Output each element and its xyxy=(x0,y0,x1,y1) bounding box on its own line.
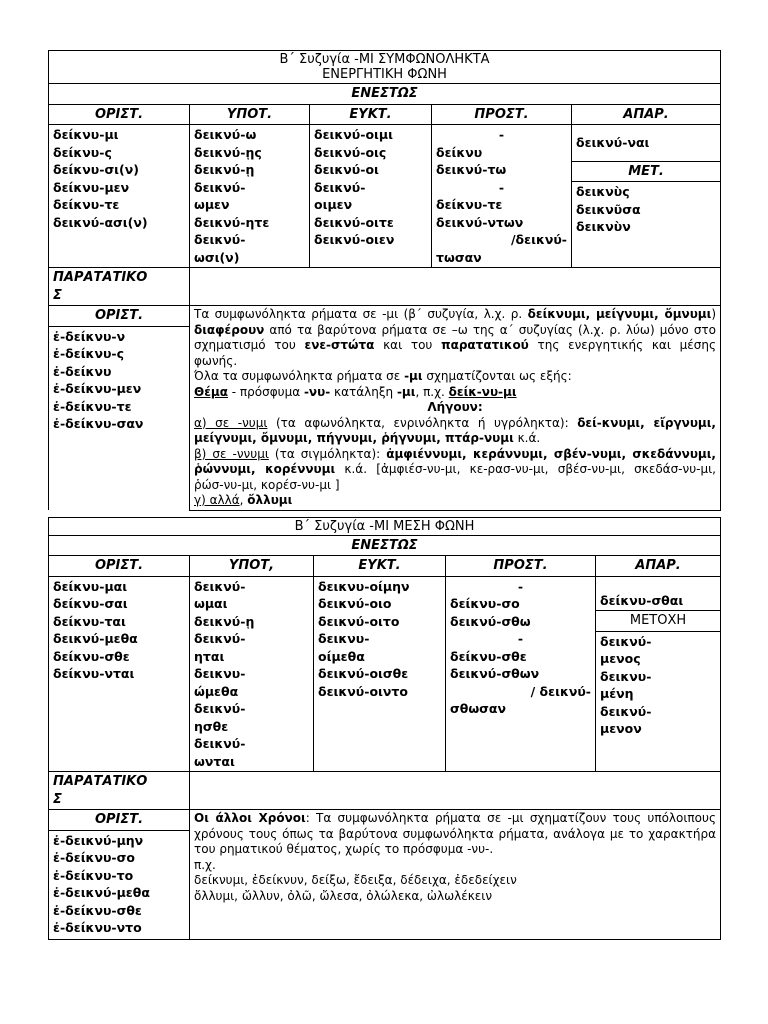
middle-eukt-forms: δεικνυ-οίμην δεικνύ-οιο δεικνύ-οιτο δεικνυ- οίμεθα δεικνύ-οισθε δεικνύ-οιντο xyxy=(314,576,446,772)
document-page xyxy=(48,50,720,940)
active-met-label: ΜΕΤ. xyxy=(572,161,720,182)
active-imperfect-empty xyxy=(190,268,721,306)
active-met-3: δεικνὺν xyxy=(576,219,631,234)
m-header-orist: ΟΡΙΣΤ. xyxy=(49,556,190,577)
header-orist: ΟΡΙΣΤ. xyxy=(49,104,190,125)
middle-imperfect-table xyxy=(48,771,721,940)
active-ypot-forms: δεικνύ-ω δεικνύ-ῃς δεικνύ-ῃ δεικνύ- ωμεν δεικνύ-ητε δεικνύ- ωσι(ν) xyxy=(190,125,310,268)
header-eukt: ΕΥΚΤ. xyxy=(310,104,432,125)
active-met-2: δεικνῦσα xyxy=(576,201,641,217)
m-header-apar: ΑΠΑΡ. xyxy=(596,556,721,577)
middle-imperfect-label: ΠΑΡΑΤΑΤΙΚΟ Σ xyxy=(49,772,190,810)
active-voice-table xyxy=(48,50,721,268)
m-header-prost: ΠΡΟΣΤ. xyxy=(446,556,596,577)
middle-prost-forms: - δείκνυ-σο δεικνύ-σθω - δείκνυ-σθε δεικνύ-σθων / δεικνύ- σθωσαν xyxy=(446,576,596,772)
middle-orist-forms: δείκνυ-μαι δείκνυ-σαι δείκνυ-ται δεικνύ-μεθα δείκνυ-σθε δείκνυ-νται xyxy=(49,576,190,772)
active-prost-forms: - δείκνυ δεικνύ-τω - δείκνυ-τε δεικνύ-ντων /δεικνύ- τωσαν xyxy=(432,125,572,268)
middle-title: Β΄ Συζυγία -ΜΙ ΜΕΣΗ ΦΩΝΗ xyxy=(49,517,721,535)
header-ypot: ΥΠΟΤ. xyxy=(190,104,310,125)
middle-apar-met: δείκνυ-σθαι ΜΕΤΟΧΗ δεικνύ- μενος δεικνυ- μένη δεικνύ- μενον xyxy=(596,576,721,772)
active-apar: δεικνύ-ναι xyxy=(576,135,650,150)
middle-imperfect-empty xyxy=(190,772,721,810)
active-note: Τα συμφωνόληκτα ρήματα σε -μι (β΄ συζυγία, λ.χ. ρ. δείκνυμι, μείγνυμι, ὄμνυμι) διαφέρουν από τα βαρύτονα ρήματα σε –ω της α΄ συζυγίας (λ.χ. ρ. λύω) μόνο στο σχηματισμό του ενε-στώτα και του παρατατικού της ενεργητικής και μέσης φωνής. Όλα τα συμφωνόληκτα ρήματα σε -μι σχηματίζονται ως εξής: Θέμα - πρόσφυμα -νυ- κατάληξη -μι, π.χ. δείκ-νυ-μι Λήγουν: α) σε -νυμι (τα αφωνόληκτα, ενρινόληκτα ή υγρόληκτα): δεί-κνυμι, εἴργνυμι, μείγνυμι, ὄμνυμι, πήγνυμι, ῥήγνυμι, πτάρ-νυμι κ.ά. β) σε -ννυμι (τα σιγμόληκτα): ἀμφιέννυμι, κεράννυμι, σβέν-νυμι, σκεδάννυμι, ῥώννυμι, κορέννυμι κ.ά. [ἀμφιέσ-νυ-μι, κε-ρασ-νυ-μι, σβέσ-νυ-μι, σκεδάσ-νυ-μι, ῥώσ-νυ-μι, κορέσ-νυ-μι ] γ) αλλά, ὄλλυμι xyxy=(190,306,721,511)
middle-tense: ΕΝΕΣΤΩΣ xyxy=(49,535,721,556)
middle-voice-table xyxy=(48,517,721,773)
m-header-eukt: ΕΥΚΤ. xyxy=(314,556,446,577)
active-imperfect-forms: ΟΡΙΣΤ. ἐ-δείκνυ-ν ἐ-δείκνυ-ς ἐ-δείκνυ ἐ-δείκνυ-μεν ἐ-δείκνυ-τε ἐ-δείκνυ-σαν xyxy=(49,306,190,511)
m-header-ypot: ΥΠΟΤ, xyxy=(190,556,314,577)
middle-note: Οι άλλοι Χρόνοι: Τα συμφωνόληκτα ρήματα σε -μι σχηματίζουν τους υπόλοιπους χρόνους τους όπως τα βαρύτονα συμφωνόληκτα ρήματα, ανάλογα με το χαρακτήρα του ρηματικού θέματος, χωρίς το πρόσφυμα -νυ-. π.χ. δείκνυμι, ἐδείκνυν, δείξω, ἔδειξα, δέδειχα, ἐδεδείχειν ὄλλυμι, ὤλλυν, ὀλῶ, ὤλεσα, ὀλώλεκα, ὠλωλέκειν xyxy=(190,810,721,940)
header-prost: ΠΡΟΣΤ. xyxy=(432,104,572,125)
middle-ypot-forms: δεικνύ- ωμαι δεικνύ-ῃ δεικνύ- ηται δεικνυ- ώμεθα δεικνύ- ησθε δεικνύ- ωνται xyxy=(190,576,314,772)
active-imperfect-table xyxy=(48,267,721,511)
active-apar-met xyxy=(572,125,721,268)
active-title: Β΄ Συζυγία -ΜΙ ΣΥΜΦΩΝΟΛΗΚΤΑ ΕΝΕΡΓΗΤΙΚΗ ΦΩΝΗ xyxy=(49,51,721,84)
middle-apar: δείκνυ-σθαι xyxy=(600,592,684,608)
active-met-1: δεικνὺς xyxy=(576,184,630,199)
header-apar: ΑΠΑΡ. xyxy=(572,104,721,125)
middle-imperfect-forms: ΟΡΙΣΤ. ἐ-δεικνύ-μην ἐ-δείκνυ-σο ἐ-δείκνυ-το ἐ-δεικνύ-μεθα ἐ-δείκνυ-σθε ἐ-δείκνυ-ντο xyxy=(49,810,190,940)
active-eukt-forms: δεικνύ-οιμι δεικνύ-οις δεικνύ-οι δεικνύ- οιμεν δεικνύ-οιτε δεικνύ-οιεν xyxy=(310,125,432,268)
middle-met-label: ΜΕΤΟΧΗ xyxy=(596,611,720,632)
active-tense: ΕΝΕΣΤΩΣ xyxy=(49,84,721,105)
active-imperfect-label: ΠΑΡΑΤΑΤΙΚΟ Σ xyxy=(49,268,190,306)
active-orist-forms: δείκνυ-μι δείκνυ-ς δείκνυ-σι(ν) δείκνυ-μεν δείκνυ-τε δεικνύ-ασι(ν) xyxy=(49,125,190,268)
